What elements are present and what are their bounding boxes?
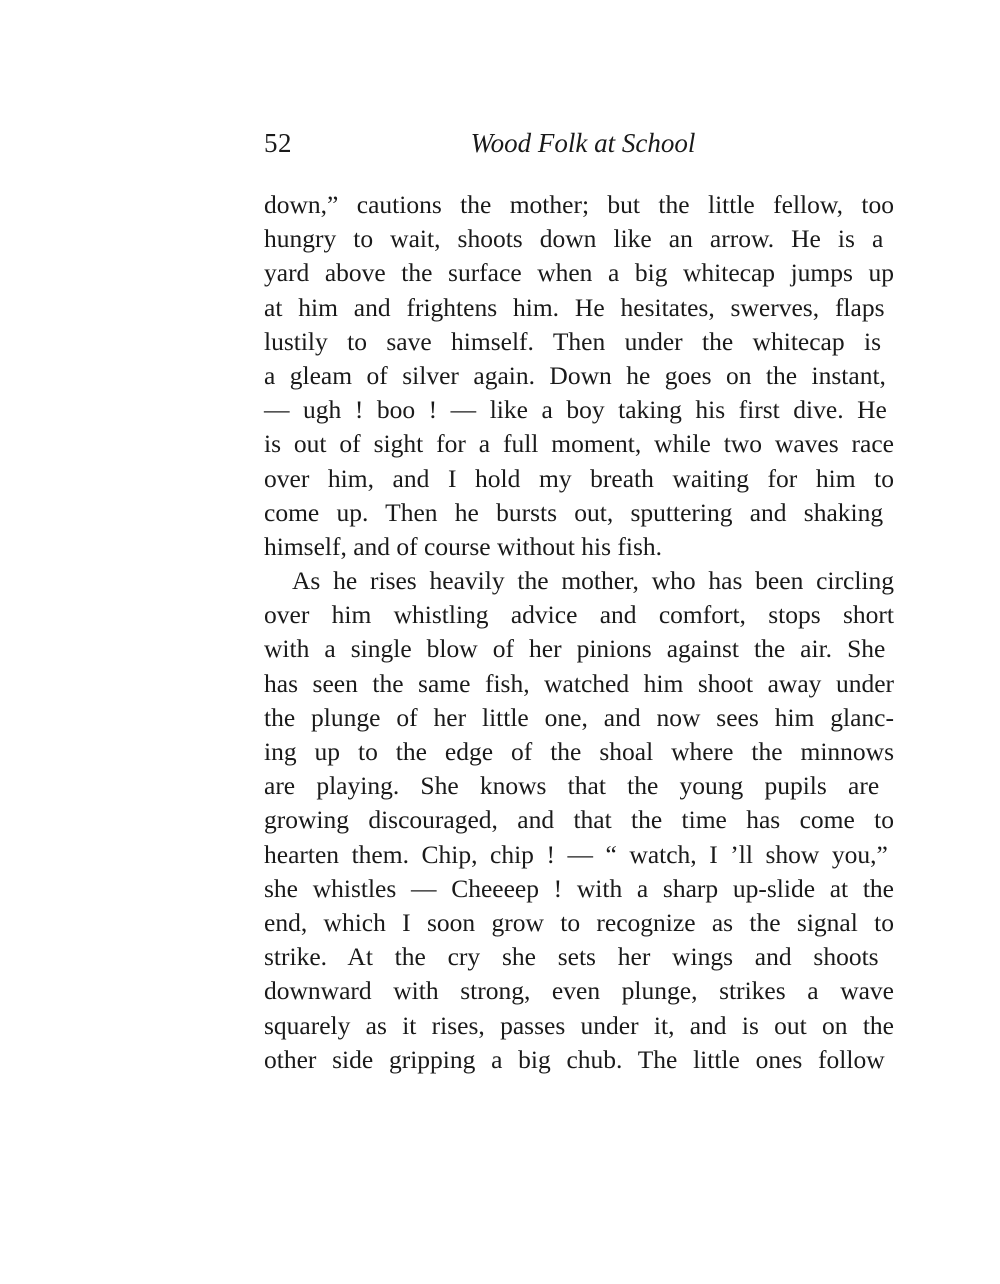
running-head — [264, 128, 894, 168]
text-line: with a single blow of her pinions against the air. She — [264, 634, 886, 664]
text-line: — ugh ! boo ! — like a boy taking his first dive. He — [264, 395, 887, 425]
text-line: end, which I soon grow to recognize as the signal to — [264, 907, 894, 937]
text-line: is out of sight for a full moment, while two waves race — [264, 429, 894, 459]
text-line: other side gripping a big chub. The little ones follow — [264, 1044, 885, 1074]
page-number: 52 — [264, 128, 292, 158]
text-line: down,” cautions the mother; but the little fellow, too — [264, 190, 894, 219]
text-line: lustily to save himself. Then under the whitecap is — [264, 326, 881, 356]
text-line: hungry to wait, shoots down like an arrow. He is a — [264, 224, 884, 254]
text-line: she whistles — Cheeeep ! with a sharp up-slide at the — [264, 873, 894, 903]
text-line: ing up to the edge of the shoal where the minnows — [264, 737, 894, 766]
text-line: As he rises heavily the mother, who has been circling — [292, 566, 894, 596]
text-line: has seen the same fish, watched him shoot away under — [264, 668, 894, 698]
text-line: strike. At the cry she sets her wings and shoots — [264, 942, 879, 972]
text-line: growing discouraged, and that the time has come to — [264, 805, 894, 835]
body-text — [264, 188, 894, 1077]
text-line: come up. Then he bursts out, sputtering and shaking — [264, 497, 884, 527]
text-line: hearten them. Chip, chip ! — “ watch, I ’ll show you,” — [264, 839, 888, 869]
text-line: squarely as it rises, passes under it, and is out on the — [264, 1010, 894, 1040]
text-line: at him and frightens him. He hesitates, swerves, flaps — [264, 292, 885, 322]
text-line: yard above the surface when a big whitecap jumps up — [264, 258, 894, 288]
text-line: downward with strong, even plunge, strikes a wave — [264, 976, 894, 1006]
text-line: are playing. She knows that the young pupils are — [264, 771, 880, 801]
text-line: himself, and of course without his fish. — [264, 531, 663, 561]
text-line: a gleam of silver again. Down he goes on the instant, — [264, 360, 886, 390]
text-line: the plunge of her little one, and now sees him glanc- — [264, 702, 894, 732]
running-title: Wood Folk at School — [470, 128, 696, 158]
text-line: over him whistling advice and comfort, stops short — [264, 600, 894, 630]
text-line: over him, and I hold my breath waiting for him to — [264, 463, 894, 493]
